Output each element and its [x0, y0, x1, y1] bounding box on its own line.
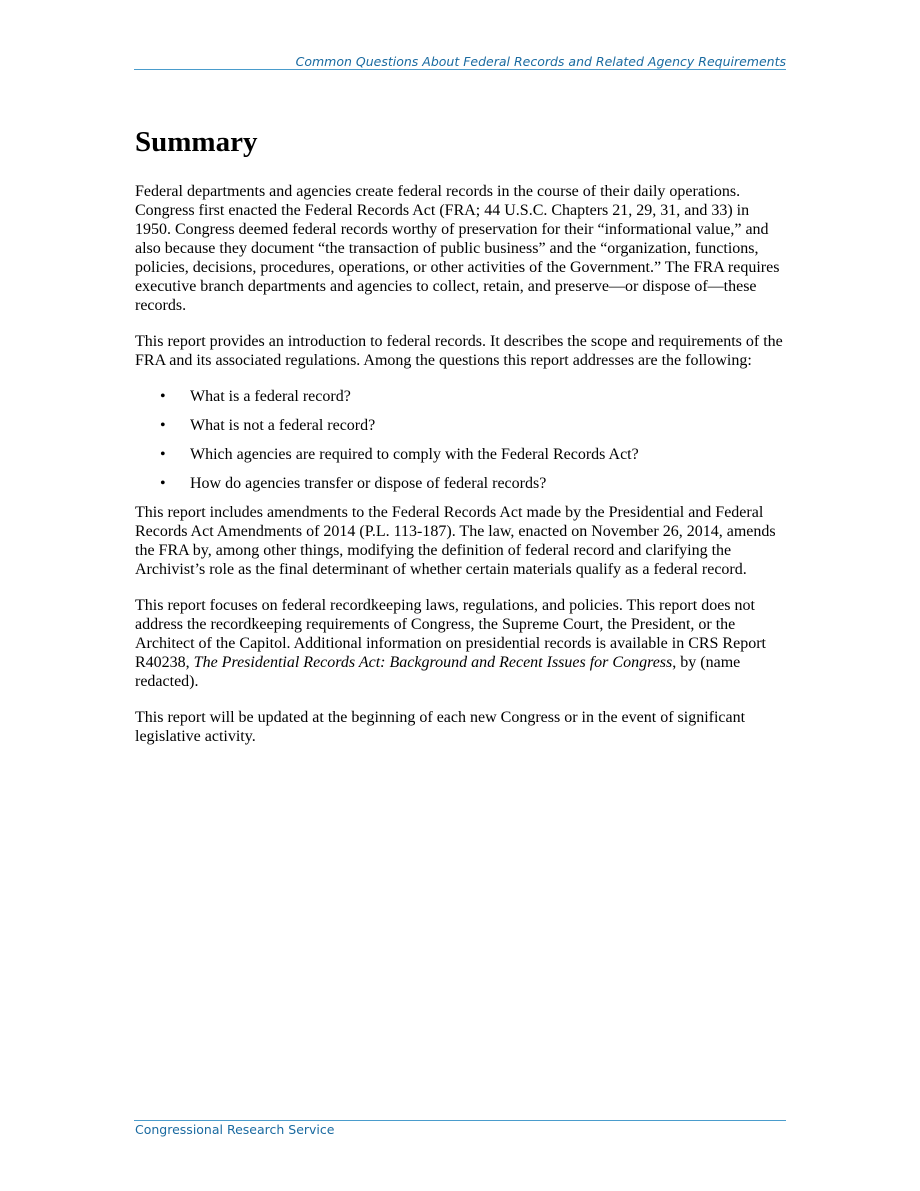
footer-organization: Congressional Research Service: [135, 1122, 335, 1137]
list-item: [135, 387, 787, 406]
summary-paragraph-3: This report includes amendments to the Federal Records Act made by the Presidential and Federal Records Act Amendments of 2014 (P.L. 113-187). The law, enacted on November 26, 2014, amends the FRA by, among other things, modifying the definition of federal record and clarifying the Archivist’s role as the final determinant of whether certain materials qualify as a federal record.: [135, 504, 776, 578]
summary-paragraph-2: This report provides an introduction to federal records. It describes the scope and requirements of the FRA and its associated regulations. Among the questions this report addresses are the following:: [135, 333, 783, 369]
running-header: Common Questions About Federal Records and Related Agency Requirements: [295, 54, 786, 69]
header-divider: [134, 69, 786, 70]
bullet-icon: •: [160, 446, 166, 463]
cited-report-title: The Presidential Records Act: Background and Recent Issues for Congress: [193, 654, 673, 671]
bullet-icon: •: [160, 388, 166, 405]
summary-paragraph-1: Federal departments and agencies create federal records in the course of their daily operations. Congress first enacted the Federal Records Act (FRA; 44 U.S.C. Chapters 21, 29, 31, and 33) in 1950. Congress deemed federal records worthy of preservation for their “informational value,” and also because they document “the transaction of public business” and the “organization, functions, policies, decisions, procedures, operations, or other activities of the Government.” The FRA requires executive branch departments and agencies to collect, retain, and preserve—or dispose of—these records.: [135, 183, 780, 314]
list-item: [135, 416, 787, 435]
paragraph-4-text-end: , by (name redacted).: [135, 654, 741, 690]
list-item-text: How do agencies transfer or dispose of federal records?: [190, 475, 547, 492]
list-item-text: What is a federal record?: [190, 388, 351, 405]
page-title: Summary: [135, 126, 258, 158]
page-content: [135, 122, 787, 763]
paragraph-4-text-start: This report focuses on federal recordkeeping laws, regulations, and policies. This report does not address the recordkeeping requirements of Congress, the Supreme Court, the President, or the Architect of the Capitol. Additional information on presidential records is available in CRS Report R40238,: [135, 597, 766, 671]
list-item-text: What is not a federal record?: [190, 417, 376, 434]
summary-paragraph-4: [135, 596, 787, 691]
list-item-text: Which agencies are required to comply with the Federal Records Act?: [190, 446, 639, 463]
bullet-icon: •: [160, 475, 166, 492]
footer-divider: [134, 1120, 786, 1121]
bullet-icon: •: [160, 417, 166, 434]
list-item: [135, 445, 787, 464]
summary-paragraph-5: This report will be updated at the beginning of each new Congress or in the event of significant legislative activity.: [135, 709, 746, 745]
list-item: [135, 474, 787, 493]
question-list: [135, 387, 787, 493]
